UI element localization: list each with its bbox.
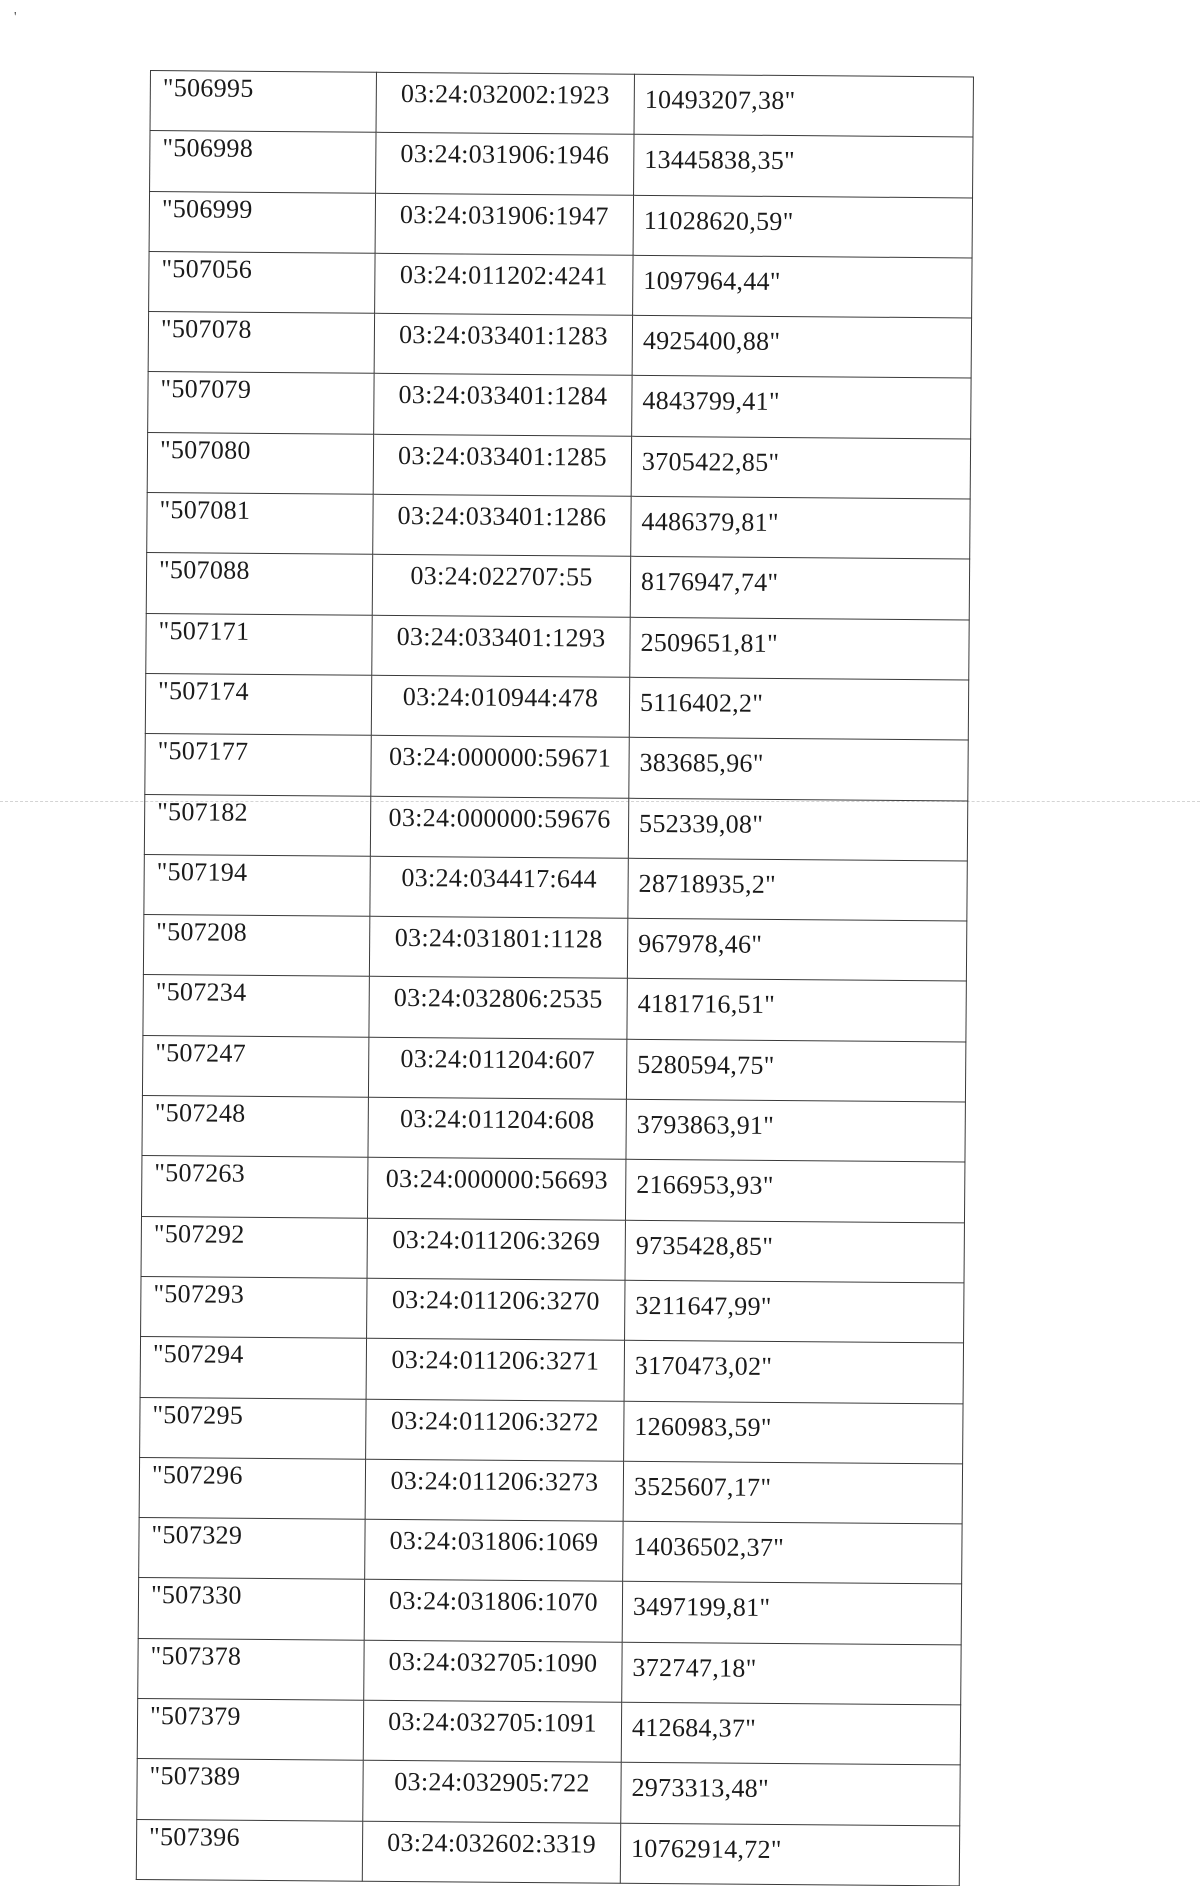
table-container	[136, 70, 973, 1886]
cadastral-number-cell: 03:24:011206:3270	[367, 1278, 625, 1340]
cadastral-number-cell: 03:24:011204:608	[368, 1097, 626, 1159]
table-row	[150, 71, 973, 138]
cadastral-value-cell: 3525607,17"	[623, 1461, 962, 1524]
object-code-cell: "507248	[142, 1096, 368, 1158]
cadastral-value-cell: 3497199,81"	[622, 1582, 961, 1645]
cadastral-value-cell: 3170473,02"	[624, 1341, 963, 1404]
cadastral-number-cell: 03:24:032705:1091	[363, 1700, 621, 1762]
corner-mark: '	[14, 10, 17, 25]
object-code-cell: "507234	[143, 975, 369, 1037]
cadastral-number-cell: 03:24:011202:4241	[375, 253, 633, 315]
object-code-cell: "506999	[149, 191, 375, 253]
cadastral-value-cell: 2973313,48"	[621, 1763, 960, 1826]
object-code-cell: "507378	[138, 1638, 364, 1700]
cadastral-value-cell: 383685,96"	[629, 738, 968, 801]
table-row	[148, 312, 971, 379]
cadastral-value-table	[136, 70, 974, 1886]
object-code-cell: "507078	[148, 312, 374, 374]
table-row	[146, 553, 969, 620]
table-row	[150, 131, 973, 198]
cadastral-number-cell: 03:24:011206:3272	[366, 1399, 624, 1461]
object-code-cell: "507182	[144, 794, 370, 856]
cadastral-value-cell: 4843799,41"	[632, 376, 971, 439]
cadastral-value-cell: 1097964,44"	[633, 255, 972, 318]
cadastral-number-cell: 03:24:011206:3271	[366, 1338, 624, 1400]
cadastral-number-cell: 03:24:034417:644	[370, 856, 628, 918]
cadastral-number-cell: 03:24:011206:3273	[365, 1459, 623, 1521]
table-row	[139, 1518, 962, 1585]
cadastral-number-cell: 03:24:032905:722	[363, 1761, 621, 1823]
object-code-cell: "507292	[141, 1216, 367, 1278]
table-row	[140, 1337, 963, 1404]
cadastral-number-cell: 03:24:032602:3319	[362, 1821, 620, 1883]
cadastral-number-cell: 03:24:031806:1070	[364, 1580, 622, 1642]
cadastral-value-cell: 4486379,81"	[631, 496, 970, 559]
table-row	[140, 1397, 963, 1464]
table-row	[149, 191, 972, 258]
cadastral-value-cell: 13445838,35"	[634, 135, 973, 198]
object-code-cell: "507247	[142, 1035, 368, 1097]
table-row	[136, 1819, 959, 1886]
table-row	[137, 1759, 960, 1826]
table-row	[147, 432, 970, 499]
cadastral-number-cell: 03:24:033401:1284	[374, 374, 632, 436]
object-code-cell: "507329	[139, 1518, 365, 1580]
cadastral-number-cell: 03:24:000000:59676	[370, 796, 628, 858]
cadastral-number-cell: 03:24:031806:1069	[365, 1519, 623, 1581]
object-code-cell: "506995	[150, 71, 376, 133]
object-code-cell: "507379	[137, 1698, 363, 1760]
object-code-cell: "507208	[143, 915, 369, 977]
cadastral-number-cell: 03:24:032002:1923	[376, 72, 634, 134]
object-code-cell: "507194	[144, 854, 370, 916]
cadastral-number-cell: 03:24:011204:607	[368, 1037, 626, 1099]
cadastral-number-cell: 03:24:032705:1090	[364, 1640, 622, 1702]
object-code-cell: "507294	[140, 1337, 366, 1399]
object-code-cell: "507296	[139, 1457, 365, 1519]
cadastral-number-cell: 03:24:022707:55	[372, 555, 630, 617]
cadastral-number-cell: 03:24:033401:1286	[373, 494, 631, 556]
table-row	[145, 673, 968, 740]
table-row	[143, 915, 966, 982]
cadastral-value-cell: 10493207,38"	[634, 74, 973, 137]
object-code-cell: "507080	[147, 432, 373, 494]
object-code-cell: "507174	[145, 673, 371, 735]
object-code-cell: "507079	[148, 372, 374, 434]
table-row	[137, 1698, 960, 1765]
cadastral-value-cell: 3211647,99"	[625, 1280, 964, 1343]
cadastral-value-cell: 1260983,59"	[624, 1401, 963, 1464]
cadastral-value-cell: 967978,46"	[627, 918, 966, 981]
cadastral-number-cell: 03:24:000000:59671	[371, 736, 629, 798]
cadastral-number-cell: 03:24:000000:56693	[367, 1158, 625, 1220]
cadastral-number-cell: 03:24:032806:2535	[369, 977, 627, 1039]
table-row	[142, 1096, 965, 1163]
object-code-cell: "507177	[145, 734, 371, 796]
cadastral-number-cell: 03:24:031906:1946	[376, 133, 634, 195]
cadastral-value-cell: 372747,18"	[622, 1642, 961, 1705]
object-code-cell: "507171	[146, 613, 372, 675]
cadastral-value-cell: 3705422,85"	[631, 436, 970, 499]
table-row	[139, 1457, 962, 1524]
cadastral-value-cell: 552339,08"	[628, 798, 967, 861]
object-code-cell: "507056	[149, 251, 375, 313]
cadastral-number-cell: 03:24:010944:478	[371, 675, 629, 737]
table-row	[138, 1638, 961, 1705]
cadastral-value-cell: 412684,37"	[621, 1702, 960, 1765]
table-row	[145, 734, 968, 801]
table-row	[142, 1035, 965, 1102]
table-row	[144, 854, 967, 921]
cadastral-value-cell: 8176947,74"	[630, 557, 969, 620]
table-row	[141, 1216, 964, 1283]
table-row	[146, 613, 969, 680]
cadastral-value-cell: 28718935,2"	[628, 858, 967, 921]
table-row	[138, 1578, 961, 1645]
table-row	[141, 1276, 964, 1343]
cadastral-value-cell: 5116402,2"	[629, 677, 968, 740]
cadastral-value-cell: 4181716,51"	[627, 979, 966, 1042]
table-row	[147, 493, 970, 560]
cadastral-number-cell: 03:24:031801:1128	[369, 916, 627, 978]
table-row	[144, 794, 967, 861]
cadastral-number-cell: 03:24:033401:1285	[373, 434, 631, 496]
cadastral-number-cell: 03:24:033401:1293	[372, 615, 630, 677]
object-code-cell: "507295	[140, 1397, 366, 1459]
table-row	[141, 1156, 964, 1223]
cadastral-value-cell: 9735428,85"	[625, 1220, 964, 1283]
table-body	[136, 71, 973, 1886]
cadastral-value-cell: 2509651,81"	[630, 617, 969, 680]
object-code-cell: "507088	[146, 553, 372, 615]
cadastral-value-cell: 3793863,91"	[626, 1099, 965, 1162]
object-code-cell: "507389	[137, 1759, 363, 1821]
table-row	[149, 251, 972, 318]
cadastral-value-cell: 14036502,37"	[623, 1521, 962, 1584]
object-code-cell: "507330	[138, 1578, 364, 1640]
cadastral-value-cell: 10762914,72"	[620, 1823, 959, 1886]
object-code-cell: "507263	[141, 1156, 367, 1218]
cadastral-value-cell: 4925400,88"	[632, 315, 971, 378]
cadastral-number-cell: 03:24:033401:1283	[374, 313, 632, 375]
cadastral-number-cell: 03:24:011206:3269	[367, 1218, 625, 1280]
cadastral-value-cell: 11028620,59"	[633, 195, 972, 258]
object-code-cell: "507293	[141, 1276, 367, 1338]
cadastral-value-cell: 5280594,75"	[626, 1039, 965, 1102]
cadastral-value-cell: 2166953,93"	[625, 1160, 964, 1223]
table-row	[148, 372, 971, 439]
object-code-cell: "507081	[147, 493, 373, 555]
cadastral-number-cell: 03:24:031906:1947	[375, 193, 633, 255]
object-code-cell: "507396	[136, 1819, 362, 1881]
object-code-cell: "506998	[150, 131, 376, 193]
table-row	[143, 975, 966, 1042]
